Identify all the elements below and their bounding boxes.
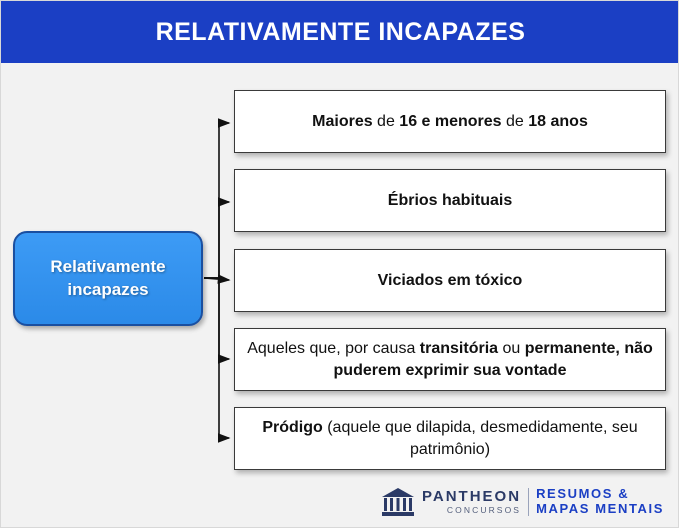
node-text-segment: Maiores bbox=[312, 112, 373, 130]
node-viciados-em-toxico[interactable] bbox=[234, 249, 666, 312]
node-text-segment: permanente, não puderem exprimir sua vontade bbox=[333, 339, 653, 379]
node-text-segment: Pródigo bbox=[262, 418, 323, 436]
logo-divider bbox=[528, 488, 529, 516]
logo-subtitle: CONCURSOS bbox=[446, 504, 522, 515]
root-node-label-line1: Relativamente bbox=[50, 256, 166, 276]
node-text-segment: de bbox=[372, 112, 400, 130]
page-title: RELATIVAMENTE INCAPAZES bbox=[155, 17, 526, 46]
node-text bbox=[247, 338, 653, 381]
logo-tagline-line2: MAPAS MENTAIS bbox=[536, 501, 664, 516]
page-title-bar bbox=[1, 1, 679, 63]
node-maiores-16-menores-18[interactable] bbox=[234, 90, 666, 153]
node-text-segment: Aqueles que, por causa bbox=[247, 339, 420, 357]
logo-right-block bbox=[536, 487, 664, 517]
node-text-segment: de bbox=[501, 112, 529, 130]
node-text-segment: transitória bbox=[419, 339, 499, 357]
node-text-segment: 16 e menores bbox=[399, 112, 502, 130]
root-node[interactable] bbox=[13, 231, 203, 326]
node-text bbox=[312, 111, 588, 133]
logo-name: PANTHEON bbox=[422, 488, 522, 506]
root-node-label-line2: incapazes bbox=[67, 279, 149, 299]
node-text-segment: ou bbox=[498, 339, 525, 357]
node-text bbox=[247, 417, 653, 460]
footer-logo bbox=[381, 485, 664, 519]
logo-left-block bbox=[422, 489, 521, 515]
node-ebrios-habituais[interactable] bbox=[234, 169, 666, 232]
node-text-segment: 18 anos bbox=[528, 112, 588, 130]
node-causa-transitoria-permanente[interactable] bbox=[234, 328, 666, 391]
node-prodigo[interactable] bbox=[234, 407, 666, 470]
node-text bbox=[388, 190, 512, 212]
node-text-segment: Ébrios habituais bbox=[387, 191, 513, 209]
root-node-label bbox=[50, 256, 165, 302]
pantheon-building-icon bbox=[381, 487, 415, 517]
node-text-segment: (aquele que dilapida, desmedidamente, seu patrimônio) bbox=[322, 418, 638, 458]
node-text bbox=[378, 270, 523, 292]
node-text-segment: Viciados em tóxico bbox=[377, 271, 523, 289]
logo-tagline-line1: RESUMOS & bbox=[536, 486, 630, 502]
